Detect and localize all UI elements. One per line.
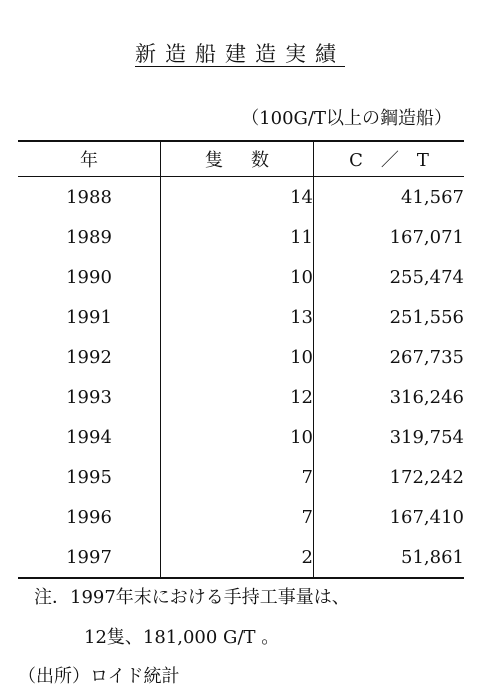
cell-ct: 51,861 <box>314 537 465 578</box>
cell-ct: 172,242 <box>389 466 464 488</box>
table-row <box>18 297 464 337</box>
header-ct: C／T <box>314 141 465 177</box>
cell-ships: 2 <box>161 537 314 578</box>
table-row <box>18 257 464 297</box>
table-row <box>18 377 464 417</box>
cell-year: 1997 <box>18 537 161 578</box>
cell-year: 1993 <box>66 386 112 408</box>
footnote-line-2: 12隻、181,000 G/T 。 <box>84 627 280 648</box>
table-row <box>18 177 464 218</box>
cell-year: 1995 <box>66 466 112 488</box>
shipbuilding-table <box>18 140 464 579</box>
table-header-row <box>18 141 464 177</box>
table-body <box>18 177 464 579</box>
cell-ships: 7 <box>161 457 314 497</box>
table-row <box>18 337 464 377</box>
document-title <box>0 38 480 68</box>
table-row <box>18 457 464 497</box>
cell-ships: 13 <box>161 297 314 337</box>
table-row <box>18 417 464 457</box>
title-text: 新造船建造実績 <box>135 42 345 66</box>
table-row <box>18 217 464 257</box>
cell-year: 1990 <box>66 266 112 288</box>
cell-year: 1991 <box>66 306 112 328</box>
cell-ct: 167,410 <box>389 506 464 528</box>
cell-ct: 319,754 <box>389 426 464 448</box>
cell-ships: 7 <box>161 497 314 537</box>
table-row <box>18 497 464 537</box>
cell-ct: 267,735 <box>389 346 464 368</box>
cell-ships: 11 <box>161 217 314 257</box>
cell-ct: 251,556 <box>389 306 464 328</box>
cell-ct: 255,474 <box>389 266 464 288</box>
cell-year: 1988 <box>66 186 112 208</box>
unit-note: （100G/T以上の鋼造船） <box>241 108 452 129</box>
cell-year: 1996 <box>66 506 112 528</box>
footnote-line-1: 注．1997年末における手持工事量は、 <box>34 587 350 608</box>
cell-ships: 10 <box>161 337 314 377</box>
cell-ct: 316,246 <box>389 386 464 408</box>
header-ships: 隻数 <box>161 141 314 177</box>
cell-ships: 12 <box>161 377 314 417</box>
cell-ct: 41,567 <box>401 186 464 208</box>
cell-year: 1994 <box>66 426 112 448</box>
cell-ct: 167,071 <box>389 226 464 248</box>
cell-ships: 10 <box>161 257 314 297</box>
cell-year: 1992 <box>66 346 112 368</box>
cell-ships: 14 <box>161 177 314 218</box>
cell-year: 1989 <box>66 226 112 248</box>
source-note: （出所）ロイド統計 <box>18 666 180 687</box>
table-row <box>18 537 464 578</box>
cell-ships: 10 <box>161 417 314 457</box>
header-year: 年 <box>18 141 161 177</box>
